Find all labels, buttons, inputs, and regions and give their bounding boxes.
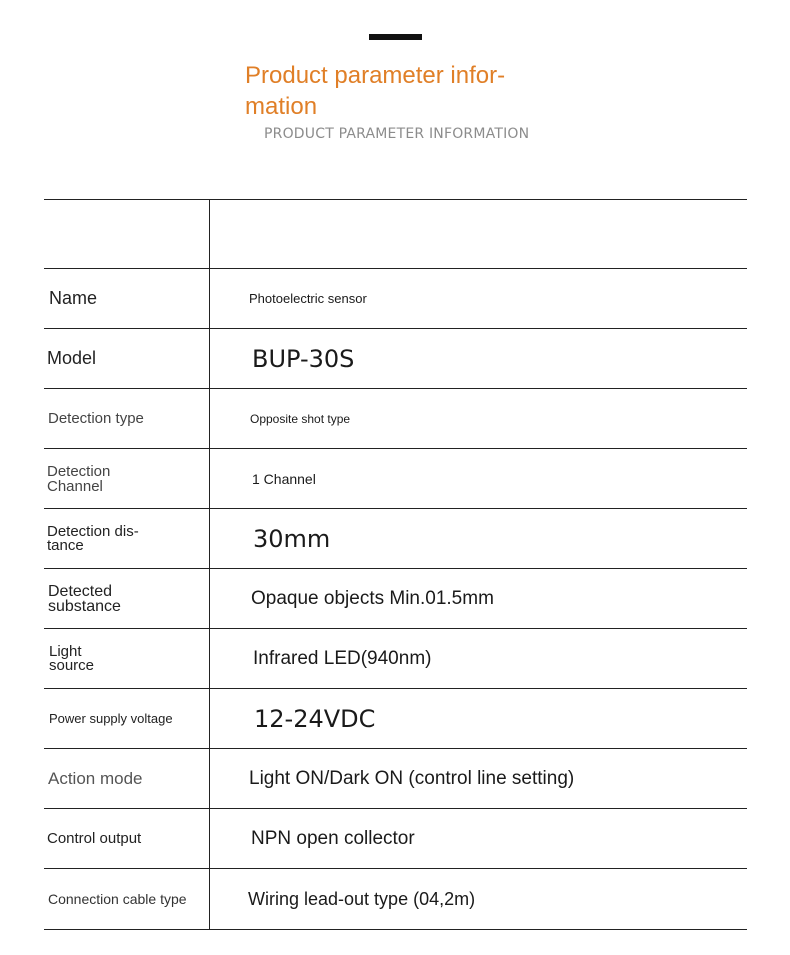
row-value: NPN open collector xyxy=(251,827,415,849)
table-row-detection-channel xyxy=(44,449,747,509)
table-row-name xyxy=(44,269,747,329)
page-subtitle: PRODUCT PARAMETER INFORMATION xyxy=(264,126,530,142)
row-value: Wiring lead-out type (04,2m) xyxy=(248,888,476,909)
row-label: Action mode xyxy=(44,749,210,808)
row-value: 30mm xyxy=(253,524,331,553)
header-accent-bar xyxy=(369,34,422,40)
row-label xyxy=(44,449,210,508)
row-label-line-1: Detection xyxy=(47,462,111,480)
row-label-line-2: substance xyxy=(48,597,121,615)
row-value: Infrared LED(940nm) xyxy=(253,647,432,669)
row-label-line-1: Detection dis- xyxy=(47,522,139,540)
row-label: Detection type xyxy=(44,389,210,448)
row-label: Connection cable type xyxy=(44,869,210,929)
table-row-light-source xyxy=(44,629,747,689)
page-title xyxy=(245,60,545,122)
page-title-line-2: mation xyxy=(245,93,318,120)
table-row-connection-cable xyxy=(44,869,747,930)
row-value: 1 Channel xyxy=(252,470,316,487)
table-row-control-output xyxy=(44,809,747,869)
table-row-action-mode xyxy=(44,749,747,809)
row-label: Power supply voltage xyxy=(44,689,210,748)
row-label-line-2: source xyxy=(49,656,95,674)
row-value: BUP-30S xyxy=(252,344,355,373)
table-row-detection-distance xyxy=(44,509,747,569)
row-label-line-1: Light xyxy=(49,642,82,660)
page-title-line-1: Product parameter infor- xyxy=(245,62,506,89)
row-label: Name xyxy=(44,269,210,328)
row-value: Opaque objects Min.01.5mm xyxy=(251,587,494,609)
row-value: Opposite shot type xyxy=(250,411,351,426)
table-row-model xyxy=(44,329,747,389)
row-value: Photoelectric sensor xyxy=(249,291,367,306)
table-row-power-supply xyxy=(44,689,747,749)
table-row-detected-substance xyxy=(44,569,747,629)
row-value: 12-24VDC xyxy=(254,704,376,733)
row-label xyxy=(44,509,210,568)
row-label: Control output xyxy=(44,809,210,868)
table-header-label-cell xyxy=(44,200,210,268)
row-label xyxy=(44,629,210,688)
row-label-line-1: Detected xyxy=(48,582,113,600)
table-row-detection-type xyxy=(44,389,747,449)
row-label xyxy=(44,569,210,628)
row-label-line-2: tance xyxy=(47,536,84,554)
row-label-line-2: Channel xyxy=(47,477,103,495)
table-header-row xyxy=(44,200,747,269)
row-label: Model xyxy=(44,329,210,388)
parameter-table xyxy=(44,199,747,930)
row-value: Light ON/Dark ON (control line setting) xyxy=(249,767,575,789)
table-header-value-cell xyxy=(210,200,747,268)
